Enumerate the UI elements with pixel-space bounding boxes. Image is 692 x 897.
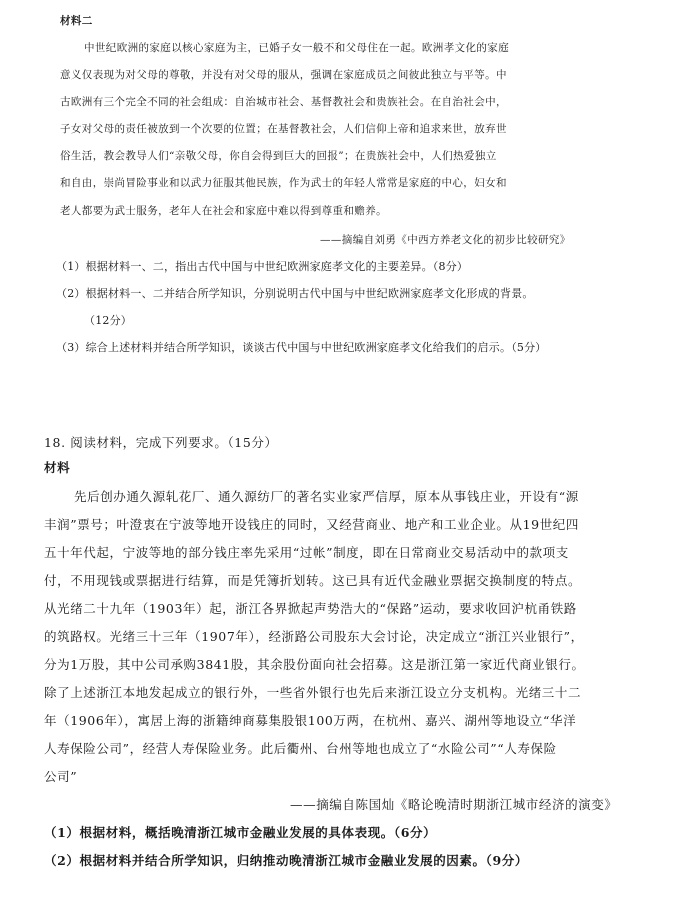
q18-material-line: 的筑路权。光绪三十三年（1907年），经浙路公司股东大会讨论，决定成立“浙江兴业银行”，	[44, 629, 584, 644]
q18-material-line: 人寿保险公司”，经营人寿保险业务。此后衢州、台州等地也成立了“水险公司”“人寿保险	[44, 741, 557, 756]
q18-material-line: 公司”	[44, 769, 78, 784]
q18-material-line: 五十年代起，宁波等地的部分钱庄率先采用“过帐”制度，即在日常商业交易活动中的款项支	[44, 545, 569, 560]
q18-material-line: 除了上述浙江本地发起成立的银行外，一些省外银行也先后来浙江设立分支机构。光绪三十二	[44, 685, 582, 700]
material2-line: 子女对父母的责任被放到一个次要的位置；在基督教社会，人们信仰上帝和追求来世，放弃世	[60, 123, 507, 135]
q18-material-line: 先后创办通久源轧花厂、通久源纺厂的著名实业家严信厚，原本从事钱庄业，开设有“源	[74, 489, 579, 504]
q18-material-line: 丰润”票号；叶澄衷在宁波等地开设钱庄的同时，又经营商业、地产和工业企业。从19世纪四	[44, 517, 579, 532]
q18-question-1: （1）根据材料，概括晚清浙江城市金融业发展的具体表现。（6分）	[44, 825, 437, 840]
material2-line: 古欧洲有三个完全不同的社会组成：自治城市社会、基督教社会和贵族社会。在自治社会中，	[60, 96, 507, 108]
q17-item-1: （1）根据材料一、二，指出古代中国与中世纪欧洲家庭孝文化的主要差异。（8分）	[56, 260, 469, 273]
q18-source: ——摘编自陈国灿《略论晚清时期浙江城市经济的演变》	[290, 797, 618, 812]
q17-item-3: （3）综合上述材料并结合所学知识，谈谈古代中国与中世纪欧洲家庭孝文化给我们的启示。（5分）	[56, 341, 547, 354]
q18-question-2: （2）根据材料并结合所学知识，归纳推动晚清浙江城市金融业发展的因素。（9分）	[44, 853, 528, 868]
material2-line: 意义仅表现为对父母的尊敬，并没有对父母的服从，强调在家庭成员之间彼此独立与平等。中	[60, 69, 507, 81]
q18-material-line: 付，不用现钱或票据进行结算，而是凭簿折划转。这已具有近代金融业票据交换制度的特点。	[44, 573, 582, 588]
q18-material-heading: 材料	[44, 460, 71, 475]
q18-material-line: 年（1906年），寓居上海的浙籍绅商募集股银100万两，在杭州、嘉兴、湖州等地设立“华洋	[44, 713, 577, 728]
q18-material-line: 分为1万股，其中公司承购3841股，其余股份面向社会招募。这是浙江第一家近代商业银行。	[44, 657, 585, 672]
material2-line: 俗生活，教会教导人们“亲敬父母，你自会得到巨大的回报”；在贵族社会中，人们热爱独立	[60, 150, 497, 162]
material2-line: 和自由，崇尚冒险事业和以武力征服其他民族，作为武士的年轻人常常是家庭的中心，妇女和	[60, 177, 507, 189]
q17-item-2-score: （12分）	[84, 314, 132, 327]
material2-line: 中世纪欧洲的家庭以核心家庭为主，已婚子女一般不和父母住在一起。欧洲孝文化的家庭	[84, 42, 510, 54]
q18-material-line: 从光绪二十九年（1903年）起，浙江各界掀起声势浩大的“保路”运动，要求收回沪杭甬铁路	[44, 601, 577, 616]
material2-source: ——摘编自刘勇《中西方养老文化的初步比较研究》	[320, 234, 571, 246]
material2-line: 老人都要为武士服务，老年人在社会和家庭中难以得到尊重和赡养。	[60, 205, 387, 217]
q18-title: 18. 阅读材料，完成下列要求。（15分）	[44, 435, 278, 450]
q17-item-2: （2）根据材料一、二并结合所学知识，分别说明古代中国与中世纪欧洲家庭孝文化形成的背景。	[56, 287, 534, 300]
material2-heading: 材料二	[60, 15, 93, 27]
